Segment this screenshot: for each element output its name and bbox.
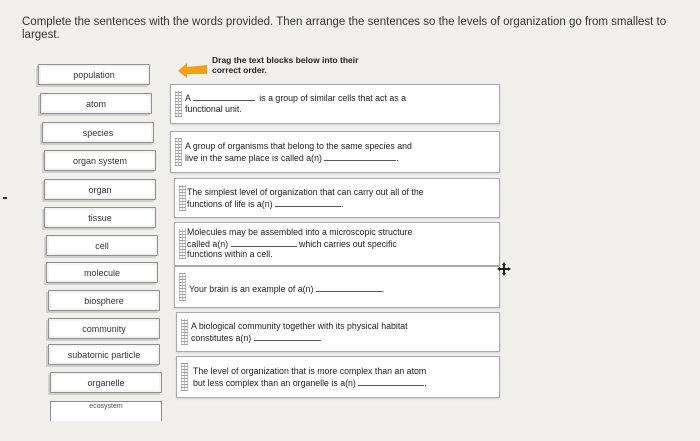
sentence-text: functions within a cell.: [187, 249, 273, 259]
answer-blank[interactable]: [324, 152, 399, 163]
answer-blank[interactable]: [316, 283, 385, 294]
answer-blank[interactable]: [358, 377, 427, 388]
drag-handle-icon[interactable]: [175, 138, 182, 166]
sentence-text: .: [424, 377, 427, 388]
sentence-text: but less complex than an organelle is a(n): [193, 377, 356, 388]
drag-handle-icon[interactable]: [179, 273, 186, 301]
drag-handle-icon[interactable]: [181, 319, 188, 345]
word-tile-organ-system[interactable]: organ system: [44, 150, 156, 171]
drag-handle-icon[interactable]: [179, 185, 186, 211]
sentence-block-organelle[interactable]: [174, 222, 500, 266]
move-cursor-icon: [497, 262, 511, 276]
sentence-text: Molecules may be assembled into a microscopic structure: [187, 227, 413, 237]
sentence-text: functions of life is a(n): [187, 198, 273, 209]
arrow-left-icon: [178, 62, 208, 78]
answer-blank[interactable]: [231, 238, 297, 247]
drag-handle-icon[interactable]: [179, 229, 186, 259]
sentence-text: functional unit.: [185, 103, 242, 114]
sentence-block-ecosystem[interactable]: [176, 312, 500, 352]
sentence-text: Your brain is an example of a(n): [189, 284, 314, 294]
edge-mark: [3, 197, 7, 199]
sentence-text: .: [381, 284, 385, 294]
sentence-text: .: [319, 332, 323, 343]
word-tile-molecule[interactable]: molecule: [46, 262, 158, 283]
word-tile-community[interactable]: community: [48, 318, 160, 339]
sentence-text: is a group of similar cells that act as a: [259, 93, 406, 103]
word-tile-ecosystem[interactable]: ecosystem: [50, 401, 162, 421]
sentence-text: constitutes a(n): [191, 332, 252, 343]
sentence-text: A group of organisms that belong to the same species and: [185, 141, 412, 151]
sentence-text: which carries out specific: [298, 238, 397, 249]
word-tile-biosphere[interactable]: biosphere: [48, 290, 160, 311]
sentence-block-population[interactable]: [170, 131, 500, 173]
drag-instruction: Drag the text blocks below into their correct order.: [212, 55, 359, 75]
instructions-text: Complete the sentences with the words provided. Then arrange the sentences so the levels of organization go from smallest to largest.: [22, 16, 667, 41]
drag-handle-icon[interactable]: [175, 91, 182, 117]
sentence-text: called a(n): [187, 238, 229, 249]
word-tile-tissue[interactable]: tissue: [44, 207, 156, 228]
word-tile-subatomic-particle[interactable]: subatomic particle: [48, 344, 160, 365]
sentence-block-molecule[interactable]: [176, 356, 500, 398]
drag-handle-icon[interactable]: [181, 363, 188, 391]
sentence-block-cell[interactable]: [174, 178, 500, 218]
sentence-block-organ[interactable]: [174, 266, 500, 308]
word-tile-species[interactable]: species: [42, 122, 154, 143]
word-tile-population[interactable]: population: [38, 64, 150, 85]
answer-blank[interactable]: [275, 198, 344, 209]
sentence-text: live in the same place is called a(n): [185, 152, 322, 163]
word-tile-atom[interactable]: atom: [40, 93, 152, 114]
sentence-text: The simplest level of organization that can carry out all of the: [187, 187, 424, 197]
word-tile-organ[interactable]: organ: [44, 179, 156, 200]
sentence-text: The level of organization that is more complex than an atom: [193, 366, 427, 376]
sentence-text: .: [341, 198, 344, 209]
word-tile-cell[interactable]: cell: [46, 235, 158, 256]
word-tile-organelle[interactable]: organelle: [50, 372, 162, 393]
sentence-block-tissue[interactable]: [170, 84, 500, 124]
sentence-text: A: [185, 93, 191, 103]
sentence-text: A biological community together with its physical habitat: [191, 321, 408, 331]
answer-blank[interactable]: [193, 92, 255, 101]
sentence-text: .: [396, 152, 399, 163]
answer-blank[interactable]: [254, 332, 323, 343]
